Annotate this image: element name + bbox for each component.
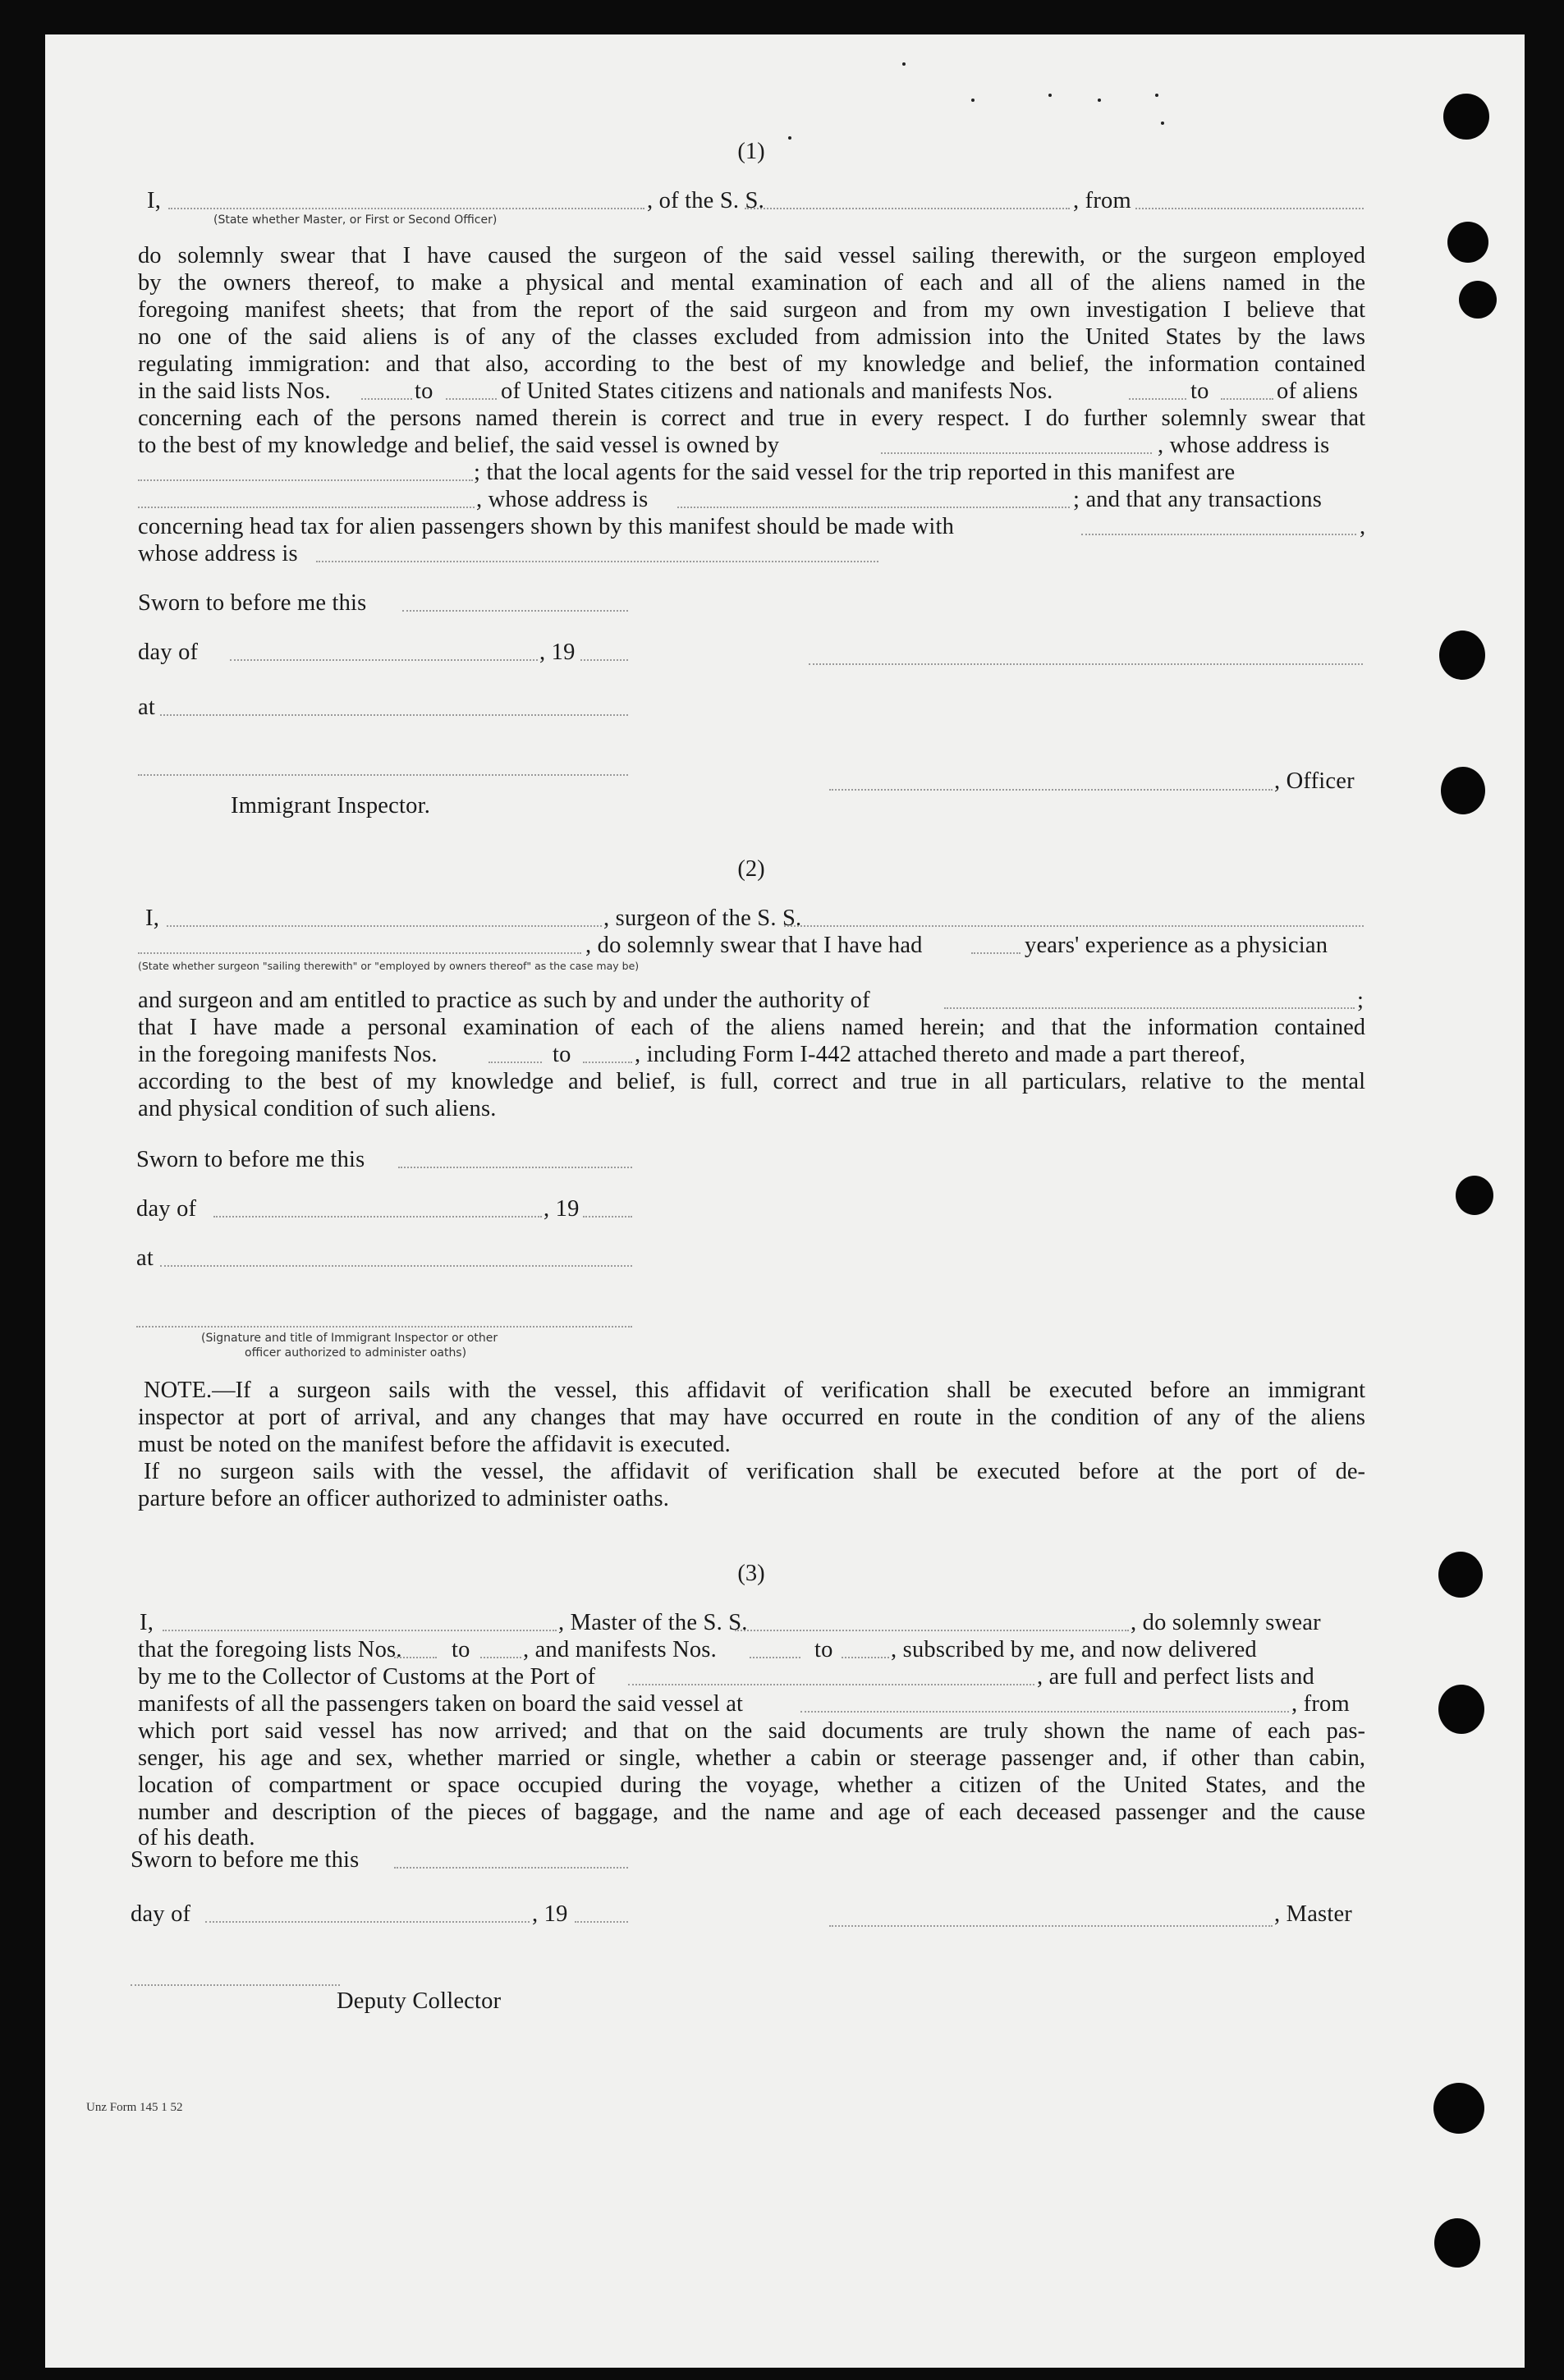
s3-para-6: location of compartment or space occupied during the voyage, whether a citizen of the United States, and the xyxy=(138,1772,1365,1798)
s1-lists-from-field[interactable] xyxy=(361,397,412,400)
punch-hole xyxy=(1459,281,1497,319)
s1-p8b: , whose address is xyxy=(1158,433,1330,458)
s1-agents-field[interactable] xyxy=(138,506,475,508)
s1-manifests-from-field[interactable] xyxy=(1129,397,1186,400)
s3-collector-signature-field[interactable] xyxy=(131,1983,340,1986)
s1-from: , from xyxy=(1073,188,1131,213)
s2-at-field[interactable] xyxy=(160,1264,632,1267)
s2-surgeon-field[interactable] xyxy=(167,924,602,927)
note-line-2: inspector at port of arrival, and any changes that may have occurred en route in the condition of any of the aliens xyxy=(138,1405,1365,1430)
speck xyxy=(1048,94,1052,97)
s1-p8a: to the best of my knowledge and belief, the said vessel is owned by xyxy=(138,433,780,458)
s3-year-field[interactable] xyxy=(575,1920,628,1923)
s1-vessel-field[interactable] xyxy=(745,207,1070,209)
punch-hole xyxy=(1433,2083,1484,2134)
s2-at: at xyxy=(136,1245,154,1271)
s3-boarding-port-field[interactable] xyxy=(800,1710,1289,1713)
punch-hole xyxy=(1441,767,1485,814)
s3-vessel-field[interactable] xyxy=(735,1629,1129,1631)
s2-caption: (State whether surgeon "sailing therewith" or "employed by owners thereof" as the case may be) xyxy=(138,960,640,972)
s3-p1b: to xyxy=(452,1637,470,1662)
s1-at-field[interactable] xyxy=(160,713,628,716)
punch-hole xyxy=(1439,631,1485,680)
s3-p1a: that the foregoing lists Nos. xyxy=(138,1637,402,1662)
s1-owner-field[interactable] xyxy=(881,452,1152,454)
s1-caption: (State whether Master, or First or Second Officer) xyxy=(213,213,498,227)
s2-status-field[interactable] xyxy=(138,952,581,954)
note-line-1: NOTE.—If a surgeon sails with the vessel, this affidavit of verification shall be executed before an immigrant xyxy=(144,1378,1365,1403)
section-1-number: (1) xyxy=(737,139,765,164)
s3-p1e: , subscribed by me, and now delivered xyxy=(891,1637,1257,1662)
s3-master: , Master xyxy=(1274,1901,1352,1927)
s3-manifests-to-field[interactable] xyxy=(842,1656,889,1658)
s1-from-field[interactable] xyxy=(1135,207,1364,209)
s1-p11b: , xyxy=(1360,514,1366,539)
s1-dayof: day of xyxy=(138,640,199,665)
s2-year-field[interactable] xyxy=(583,1215,632,1218)
s3-collector: Deputy Collector xyxy=(337,1988,502,2014)
s1-sworn-date-field[interactable] xyxy=(402,609,628,612)
s1-inspector-signature-field[interactable] xyxy=(138,773,628,776)
section-2-number: (2) xyxy=(737,856,765,882)
s1-signature-field[interactable] xyxy=(809,663,1363,665)
document-page xyxy=(45,34,1525,2368)
note-line-4: If no surgeon sails with the vessel, the affidavit of verification shall be executed before at the port of de- xyxy=(144,1459,1365,1484)
s3-i: I, xyxy=(140,1610,154,1635)
s3-p2a: by me to the Collector of Customs at the Port of xyxy=(138,1664,596,1690)
s1-agents-address-field[interactable] xyxy=(677,506,1070,508)
s3-para-7: number and description of the pieces of baggage, and the name and age of each deceased passenger and the cause xyxy=(138,1800,1365,1825)
s1-headtax-address-field[interactable] xyxy=(316,560,878,562)
s2-sig-caption-1: (Signature and title of Immigrant Inspector or other xyxy=(201,1332,498,1345)
s1-p6c: of United States citizens and nationals and manifests Nos. xyxy=(501,378,1053,404)
s3-sworn-date-field[interactable] xyxy=(394,1866,628,1869)
s1-month-field[interactable] xyxy=(230,658,538,661)
s1-p6e: of aliens xyxy=(1277,378,1359,404)
s1-para-7: concerning each of the persons named therein is correct and true in every respect. I do further solemnly swear that xyxy=(138,406,1365,431)
s2-para-4: according to the best of my knowledge and belief, is full, correct and true in all particulars, relative to the mental xyxy=(138,1069,1365,1094)
s1-of-ss: , of the S. S. xyxy=(647,188,764,213)
s1-lists-to-field[interactable] xyxy=(446,397,497,400)
s1-year-field[interactable] xyxy=(580,658,628,661)
s2-l2b: years' experience as a physician xyxy=(1025,933,1328,958)
punch-hole xyxy=(1456,1176,1493,1215)
s2-p1b: ; xyxy=(1357,988,1364,1013)
s2-l2a: , do solemnly swear that I have had xyxy=(585,933,923,958)
s3-para-4: which port said vessel has now arrived; and that on the said documents are truly shown the name of each pas- xyxy=(138,1718,1365,1744)
speck xyxy=(902,62,906,66)
s2-manifests-from-field[interactable] xyxy=(488,1061,542,1063)
section-3-number: (3) xyxy=(737,1561,765,1586)
s1-at: at xyxy=(138,695,155,720)
s2-sworn: Sworn to before me this xyxy=(136,1147,365,1172)
s1-p6a: in the said lists Nos. xyxy=(138,378,331,404)
s1-p10b: ; and that any transactions xyxy=(1073,487,1322,512)
note-line-5: parture before an officer authorized to administer oaths. xyxy=(138,1486,670,1511)
punch-hole xyxy=(1438,1685,1484,1734)
s3-month-field[interactable] xyxy=(205,1920,530,1923)
s2-sig-caption-2: officer authorized to administer oaths) xyxy=(245,1346,467,1360)
s3-para-5: senger, his age and sex, whether married or single, whether a cabin or steerage passenger and, if other than cabin, xyxy=(138,1745,1365,1771)
s1-p10a: , whose address is xyxy=(476,487,649,512)
s1-headtax-field[interactable] xyxy=(1081,533,1356,535)
s3-l1c: , do solemnly swear xyxy=(1131,1610,1321,1635)
s1-owner-address-field[interactable] xyxy=(138,479,473,481)
punch-hole xyxy=(1443,94,1489,140)
s3-para-8: of his death. xyxy=(138,1825,255,1850)
s3-sworn: Sworn to before me this xyxy=(131,1847,360,1873)
s3-p3b: , from xyxy=(1291,1691,1350,1717)
s1-p6b: to xyxy=(415,378,433,404)
s1-i: I, xyxy=(147,188,162,213)
s2-vessel-field[interactable] xyxy=(784,924,1364,927)
speck xyxy=(1161,122,1164,125)
s3-master-signature-field[interactable] xyxy=(829,1924,1273,1927)
s1-p9a: ; that the local agents for the said vessel for the trip reported in this manifest are xyxy=(474,460,1236,485)
speck xyxy=(1098,99,1101,102)
s1-p11a: concerning head tax for alien passengers shown by this manifest should be made with xyxy=(138,514,955,539)
s2-para-2: that I have made a personal examination of each of the aliens named herein; and that the information contained xyxy=(138,1015,1365,1040)
s1-para-2: by the owners thereof, to make a physical and mental examination of each and all of the aliens named in the xyxy=(138,270,1365,296)
s1-inspector: Immigrant Inspector. xyxy=(231,793,431,819)
s3-lists-to-field[interactable] xyxy=(480,1656,521,1658)
s3-p1d: to xyxy=(814,1637,833,1662)
s1-p6d: to xyxy=(1190,378,1209,404)
punch-hole xyxy=(1438,1552,1483,1598)
speck xyxy=(788,136,791,140)
note-line-3: must be noted on the manifest before the affidavit is executed. xyxy=(138,1432,731,1457)
s1-manifests-to-field[interactable] xyxy=(1221,397,1273,400)
s1-officer-signature-field[interactable] xyxy=(829,788,1273,791)
punch-hole xyxy=(1434,2218,1480,2268)
s3-lists-from-field[interactable] xyxy=(394,1656,437,1658)
s3-year: , 19 xyxy=(532,1901,568,1927)
s2-p3c: , including Form I-442 attached thereto and made a part thereof, xyxy=(635,1042,1246,1067)
s3-p2b: , are full and perfect lists and xyxy=(1037,1664,1314,1690)
s1-para-1: do solemnly swear that I have caused the surgeon of the said vessel sailing therewith, or the surgeon employed xyxy=(138,243,1365,268)
s1-p12: whose address is xyxy=(138,541,298,566)
s1-para-5: regulating immigration: and that also, according to the best of my knowledge and belief, the information contained xyxy=(138,351,1365,377)
s1-year: , 19 xyxy=(539,640,576,665)
s3-p3a: manifests of all the passengers taken on board the said vessel at xyxy=(138,1691,744,1717)
speck xyxy=(1155,94,1158,97)
s2-i: I, xyxy=(145,906,160,931)
s2-month-field[interactable] xyxy=(213,1215,542,1218)
punch-hole xyxy=(1447,222,1488,263)
s2-dayof: day of xyxy=(136,1196,197,1222)
speck xyxy=(971,99,975,102)
s2-manifests-to-field[interactable] xyxy=(583,1061,632,1063)
s3-p1c: , and manifests Nos. xyxy=(523,1637,717,1662)
s1-officer: , Officer xyxy=(1274,768,1355,794)
s3-master-of: , Master of the S. S. xyxy=(558,1610,748,1635)
s1-para-3: foregoing manifest sheets; that from the report of the said surgeon and from my own investigation I believe that xyxy=(138,297,1365,323)
s2-sworn-date-field[interactable] xyxy=(398,1166,632,1168)
s1-para-4: no one of the said aliens is of any of the classes excluded from admission into the United States by the laws xyxy=(138,324,1365,350)
s2-p1a: and surgeon and am entitled to practice as such by and under the authority of xyxy=(138,988,870,1013)
s1-officer-field[interactable] xyxy=(168,207,644,209)
s2-years-field[interactable] xyxy=(971,952,1020,954)
s2-authority-field[interactable] xyxy=(944,1007,1355,1009)
s2-signature-field[interactable] xyxy=(136,1325,632,1328)
s3-master-field[interactable] xyxy=(163,1629,557,1631)
s2-p3b: to xyxy=(553,1042,571,1067)
s2-year: , 19 xyxy=(544,1196,580,1222)
form-number: Unz Form 145 1 52 xyxy=(86,2101,183,2114)
s3-manifests-from-field[interactable] xyxy=(750,1656,800,1658)
s3-dayof: day of xyxy=(131,1901,191,1927)
s3-port-field[interactable] xyxy=(628,1683,1034,1685)
s2-p3a: in the foregoing manifests Nos. xyxy=(138,1042,438,1067)
s1-sworn: Sworn to before me this xyxy=(138,590,367,616)
s2-surgeon-of: , surgeon of the S. S. xyxy=(603,906,802,931)
s2-para-5: and physical condition of such aliens. xyxy=(138,1096,497,1121)
